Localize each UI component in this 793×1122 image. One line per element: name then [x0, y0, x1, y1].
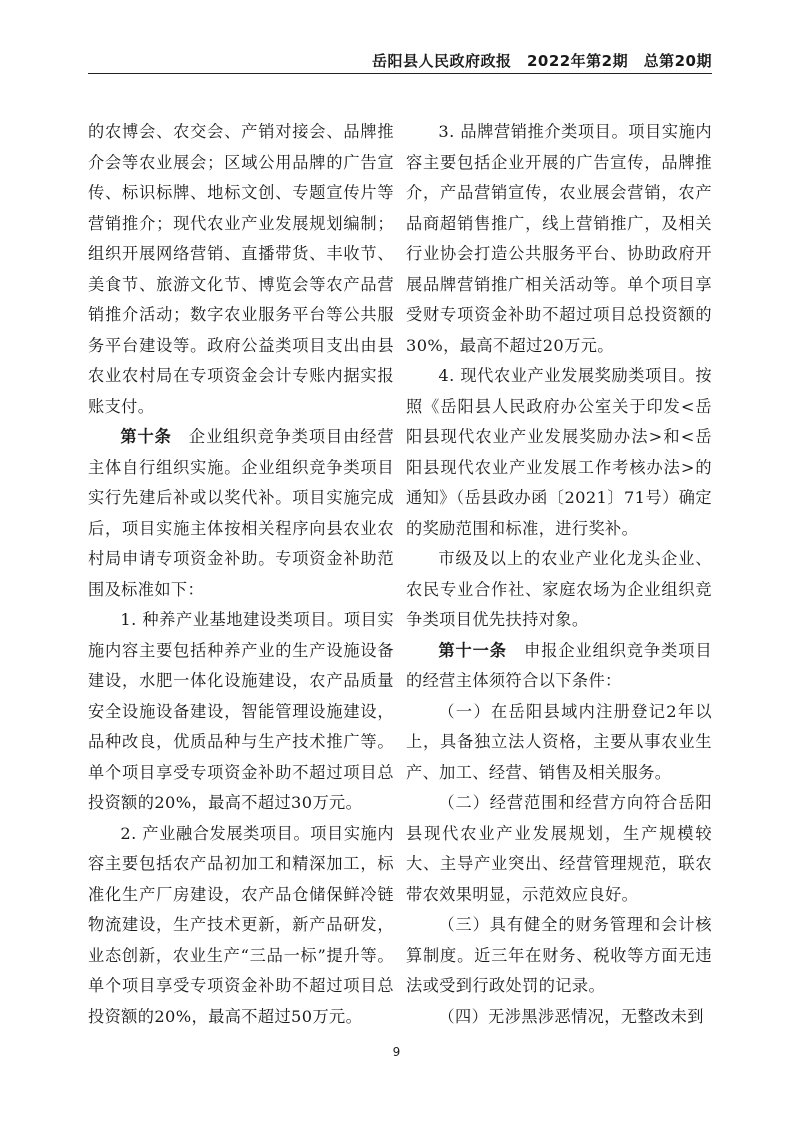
item-4: 4. 现代农业产业发展奖励类项目。按照《岳阳县人民政府办公室关于印发<岳阳县现代农业产业发展奖励办法>和<岳阳县现代农业产业发展工作考核办法>的通知》（岳县政办函〔2021〕71号）确定的奖励范围和标准，进行奖补。	[406, 366, 712, 538]
item-2: 2. 产业融合发展类项目。项目实施内容主要包括农产品初加工和精深加工，标准化生产厂房建设，农产品仓储保鲜冷链物流建设，生产技术更新，新产品研发，业态创新，农业生产“三品一标”提升等。单个项目享受专项资金补助不超过项目总投资额的20%，最高不超过50万元。	[88, 823, 394, 1026]
condition-3: （三）具有健全的财务管理和会计核算制度。近三年在财务、税收等方面无违法或受到行政处罚的记录。	[406, 915, 712, 995]
article-10-text: 企业组织竞争类项目由经营主体自行组织实施。企业组织竞争类项目实行先建后补或以奖代补。项目实施完成后，项目实施主体按相关程序向县农业农村局申请专项资金补助。专项资金补助范围及标准如下：	[88, 427, 394, 599]
header-divider	[88, 73, 712, 74]
gazette-title: 岳阳县人民政府政报 2022年第2期 总第20期	[371, 52, 712, 70]
article-11-text: 申报企业组织竞争类项目的经营主体须符合以下条件：	[406, 640, 712, 690]
paragraph-continued: 的农博会、农交会、产销对接会、品牌推介会等农业展会；区域公用品牌的广告宣传、标识标牌、地标文创、专题宣传片等营销推介；现代农业产业发展规划编制；组织开展网络营销、直播带货、丰收节、美食节、旅游文化节、博览会等农产品营销推介活动；数字农业服务平台等公共服务平台建设等。政府公益类项目支出由县农业农村局在专项资金会计专账内据实报账支付。	[88, 122, 394, 416]
condition-1: （一）在岳阳县域内注册登记2年以上，具备独立法人资格，主要从事农业生产、加工、经营、销售及相关服务。	[406, 701, 712, 782]
condition-4: （四）无涉黑涉恶情况，无整改未到	[438, 1006, 704, 1026]
priority-paragraph: 市级及以上的农业产业化龙头企业、农民专业合作社、家庭农场为企业组织竞争类项目优先扶持对象。	[406, 549, 712, 629]
item-1: 1. 种养产业基地建设类项目。项目实施内容主要包括种养产业的生产设施设备建设，水肥一体化设施建设，农产品质量安全设施设备建设，智能管理设施建设，品种改良，优质品种与生产技术推广等。单个项目享受专项资金补助不超过项目总投资额的20%，最高不超过30万元。	[88, 610, 394, 812]
page-number: 9	[392, 1045, 401, 1059]
article-11-heading: 第十一条	[438, 640, 507, 660]
article-10-heading: 第十条	[120, 427, 172, 446]
condition-2: （二）经营范围和经营方向符合岳阳县现代农业产业发展规划，生产规模较大、主导产业突出、经营管理规范，联农带农效果明显，示范效应良好。	[406, 793, 712, 904]
item-3: 3. 品牌营销推介类项目。项目实施内容主要包括企业开展的广告宣传，品牌推介，产品营销宣传，农业展会营销，农产品商超销售推广，线上营销推广，及相关行业协会打造公共服务平台、协助政府开展品牌营销推广相关活动等。单个项目享受财专项资金补助不超过项目总投资额的30%，最高不超过20万元。	[406, 122, 712, 355]
left-column	[88, 117, 394, 1032]
page-header	[88, 50, 712, 72]
article-11	[406, 636, 712, 697]
right-column	[406, 117, 712, 1032]
article-10	[88, 422, 394, 605]
